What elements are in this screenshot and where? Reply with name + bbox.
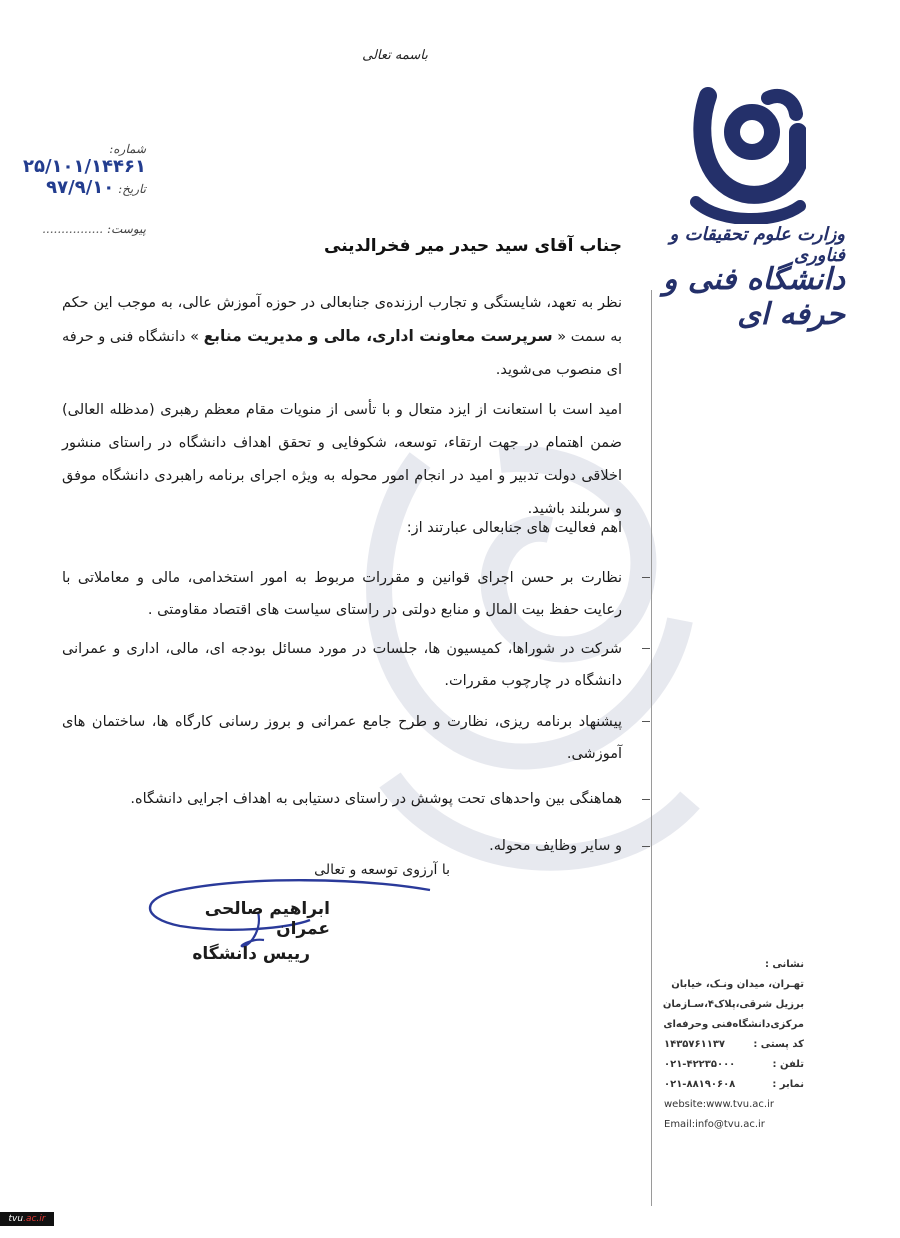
letter-attachment-label: پیوست: [106, 222, 146, 236]
letter-number-value: ۲۵/۱۰۱/۱۴۴۶۱ [22, 156, 146, 177]
bullet-tick [642, 846, 650, 847]
signer-title: رییس دانشگاه [192, 944, 310, 964]
bullet-tick [642, 799, 650, 800]
duty-item: پیشنهاد برنامه ریزی، نظارت و طرح جامع عمرانی و بروز رسانی کارگاه ها، ساختمان های آموزشی. [62, 714, 622, 762]
postal-code-row [664, 1035, 804, 1055]
paragraph-appointment [62, 287, 622, 387]
duty-item: هماهنگی بین واحدهای تحت پوشش در راستای دستیابی به اهداف اجرایی دانشگاه. [130, 791, 622, 807]
address-label: نشانی : [764, 959, 804, 970]
duty-item: و سایر وظایف محوله. [489, 838, 622, 854]
postal-code-label: کد پستی : [753, 1039, 804, 1050]
letter-number-label: شماره: [109, 142, 146, 156]
address-block [664, 955, 804, 1135]
paragraph-wishes: امید است با استعانت از ایزد متعال و با تأسی از منویات مقام معظم رهبری (مدظله العالی) ضمن اهتمام در جهت ارتقاء، توسعه، شکوفایی و تحقق اهداف دانشگاه در راستای منشور اخلاقی دولت تدبیر و امید در انجام امور محوله به ویژه اجرای برنامه راهبردی دانشگاه موفق و سربلند باشید. [62, 402, 622, 517]
paragraph-appointment-start: نظر به تعهد، شایستگی و تجارب ارزنده‌ی جنابعالی در حوزه آموزش عالی، به موجب این حکم به سمت « [62, 295, 622, 345]
fax-value: ۰۲۱-۸۸۱۹۰۶۰۸ [664, 1079, 736, 1090]
letter-date-label: تاریخ: [118, 182, 146, 196]
letter-attachment-value: ................ [42, 222, 104, 236]
bismillah: باسمه تعالی [362, 48, 428, 63]
phone-row [664, 1055, 804, 1075]
closing-line: با آرزوی توسعه و تعالی [314, 862, 450, 878]
letter-date-value: ۹۷/۹/۱۰ [46, 177, 115, 198]
duties-heading: اهم فعالیت های جنابعالی عبارتند از: [406, 520, 622, 536]
site-badge-main: tvu [8, 1214, 24, 1224]
fax-row [664, 1075, 804, 1095]
fax-label: نمابر : [772, 1079, 804, 1090]
address-line: تهـران، میدان ونـک، خیابان [671, 979, 804, 990]
letter-date [8, 177, 146, 198]
university-name: دانشگاه فنی و حرفه ای [662, 262, 845, 332]
appointment-title: سرپرست معاونت اداری، مالی و مدیریت منابع [203, 327, 553, 345]
site-badge [0, 1212, 54, 1226]
address-line: مرکزی‌دانشگاه‌فنی وحرفه‌ای [663, 1019, 804, 1030]
website-link[interactable]: website:www.tvu.ac.ir [664, 1099, 774, 1110]
email-link[interactable]: Email:info@tvu.ac.ir [664, 1119, 765, 1130]
phone-value: ۰۲۱-۴۲۲۳۵۰۰۰ [664, 1059, 736, 1070]
university-logo-icon [690, 84, 806, 224]
bullet-tick [642, 577, 650, 578]
ministry-name: وزارت علوم تحقیقات و فناوری [669, 224, 845, 266]
recipient: جناب آقای سید حیدر میر فخرالدینی [324, 236, 622, 256]
duty-item: نظارت بر حسن اجرای قوانین و مقررات مربوط به امور استخدامی، مالی و معاملاتی با رعایت حفظ بیت المال و منابع دولتی در راستای سیاست های اقتصاد مقاومتی . [62, 570, 622, 618]
bullet-tick [642, 648, 650, 649]
paragraph-appointment-end: » دانشگاه فنی و حرفه ای منصوب می‌شوید. [62, 329, 622, 378]
bullet-tick [642, 721, 650, 722]
letter-number [8, 142, 146, 177]
duty-item: شرکت در شوراها، کمیسیون ها، جلسات در مورد مسائل بودجه ای، مالی، اداری و عمرانی دانشگاه در چارچوب مقررات. [62, 641, 622, 689]
postal-code-value: ۱۴۳۵۷۶۱۱۳۷ [664, 1039, 726, 1050]
phone-label: تلفن : [772, 1059, 804, 1070]
signer-name: ابراهیم صالحی عمران [204, 899, 330, 939]
address-line: برزیل شرقی،پلاک۴،سـازمان [662, 999, 804, 1010]
letter-attachment [8, 222, 146, 236]
site-badge-domain: .ac.ir [23, 1214, 46, 1224]
margin-divider [651, 290, 652, 1206]
